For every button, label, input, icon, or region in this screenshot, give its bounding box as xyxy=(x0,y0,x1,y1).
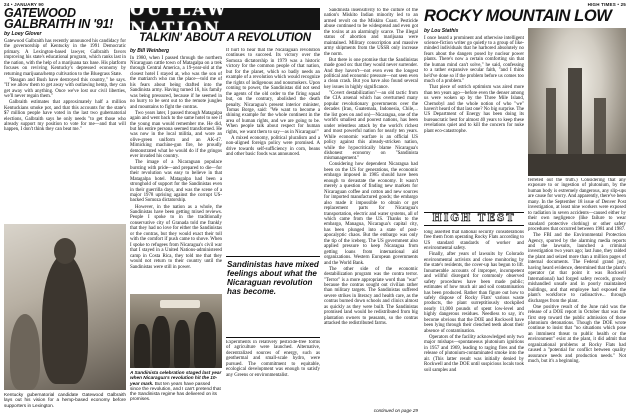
outlaw-paragraph: In 1980, when I passed through the northern Nicaraguan cattle town of Matagalpa on a trek through Central America, a 19-year-old at the closest hotel I stayed at, who was the son of the matriarch who ran the place—told me of his fears about being drafted into the Sandinista army. Having turned 16, his family was being pressured, because if he seemed in no hurry to be sent out to the remote jungles and mountains to fight the contras. xyxy=(130,55,222,110)
outlaw-paragraph: Experiments in relatively pesticide-free forms of agriculture were launched. Alternative, decentralized sources of energy, such as geothermal and small-scale hydro, were pursued. The commitment to equitable, ecological development was enough to satisfy any Greens or environmentalist. xyxy=(226,340,320,378)
continued-note: continued on page 29 xyxy=(373,408,418,413)
photo-figure-background xyxy=(10,314,40,390)
outlaw-paragraph: However, in the nation as a whole, the Sandinistas have been getting mixed reviews. People I spoke to in the traditionally conservative city of Granada told me frankly that they had no love for either the Sandinistas or the contras, but they would exact their toll with the comfort if push came to shove. When I spoke to refugees from Nicaragua's civil war that I stayed in a United Nations-administered camp in Costa Rica, they told me that they would not return to their country until the Sandinistas were still in power. xyxy=(130,204,222,270)
outlaw-column-2 xyxy=(226,48,320,254)
high-test-section-head: HIGH TEST xyxy=(424,212,524,226)
rocky-paragraph: The FBI and the Environmental Protection Agency, spurred by the alarming media reports and the lawsuits, launched a criminal investigation two years ago; last June, they raided the plant and seized more than a million pages of internal documents. The Federal grand jury, having heard evidence, determined that the plant's operator (at that point it was Rockwell International) had forged safety records, grossly mishandled unsafe and in poorly maintained buildings, and that employee had exposed the plant's workforce to radioactive... through discharges from the plant. xyxy=(528,233,626,304)
photo-figure xyxy=(134,324,150,368)
rocky-column-1 xyxy=(424,28,524,210)
rocky-column-3 xyxy=(424,230,524,418)
outlaw-paragraph: It hurt to hear that the Nicaraguan revolution continues to succeed. Its victory over the Somoza dictatorship in 1979 was a historic victory for the common people of that nation, but for the planet, which so badly needs an example of a revolution which would recognize the rights of indigenous and nonsmokers. Upon coming to power, the Sandinistas did not send the agents of the old order to the firing squad but, on the contrary, abolished the death penalty. Nicaragua's present interior minister, Tomas Borge, said: "We want to become a shining example for the whole continent in the area of human rights, and we are going to be. When people talk about respect for human rights, we want them to say—as in Nicaragua!" xyxy=(226,48,320,135)
outlaw-headline: TALKIN' ABOUT A REVOLUTION xyxy=(139,32,311,44)
rocky-paragraph: Finally, after years of lawsuits by Colorado environmental activists and close monitoring by the state's residents, the cover-up has begun to lift. Innumerable accounts of improper, incompetent and willful disregard for commonly observed safety procedures have been made public; estimates of how much air and soil contamination has been produced. Rather than figure out how to safely dispose of Rocky Flats' various waste products, the plant surreptitiously stockpiled nearly 11,000 pounds of spent low-level and highly dangerous residues. Needless to say, it's become obvious that the DOE and Rockwell have been lying through their clenched teeth about their absence of contamination. xyxy=(424,252,524,334)
gatewood-byline: by Loey Glover xyxy=(4,31,42,37)
rocky-flats-photo xyxy=(528,28,626,176)
outlaw-paragraph: The image of a Nicaraguan populace bursting with pride—and prepared to die—for their revolution was easy to believe in that Matagalpa hotel. Matagalpa had been a stronghold of support for the Sandinistas even in their guerrilla days, and was the scene of a major 1978 uprising against the corrupt US-backed Somoza dictatorship. xyxy=(130,160,222,204)
rocky-column-2 xyxy=(528,178,626,418)
photo-figure-head xyxy=(54,238,76,264)
rocky-headline: ROCKY MOUNTAIN LOW xyxy=(424,7,612,25)
photo-banner-cloth xyxy=(160,300,200,308)
outlaw-paragraph: The other side of the economic destabilization program was the contra terror. "Terror" is a more appropriate word than "war" because the contras sought out civilian rather than military targets. The Sandinistas suffered severe strikes in literacy and health care, as the contras burned down schools and clinics almost as quickly as they were built. The Sandinistas promised land would be redistributed from big plantation owners to peasants, so the contras attacked the redistributed farms. xyxy=(324,266,418,327)
rocky-paragraph: One positive result of the June raid was the release of a DOE report in October that was the first step toward the public admission of those plutonium detonations. Though the DOE wrote continue to insist that "no situations which pose an imminent threat to public health or the environment" exist at the plant, it did admit that organizational problems at Rocky Flats had caused a "potential for conflict between quality assurance needs and production needs." Not much, but it's a beginning. xyxy=(528,304,626,365)
sandinista-celebration-photo xyxy=(130,294,222,368)
outlaw-paragraph: Two years later, I passed through Matagalpa again and went back to the same hotel to see if the young man would remember me. He did, but his entire persona seemed transformed. He was now in the local militia, and wore an olive-green uniform and an AK-47. Mimicking machine-gun fire, he proudly demonstrated what he would do if the gringos ever invaded his country. xyxy=(130,110,222,160)
folio-left: 24 • JANUARY 90 xyxy=(4,2,44,7)
outlaw-column-1 xyxy=(130,48,222,292)
photo-figure xyxy=(174,320,190,368)
outlaw-paragraph: Considering how dependent Nicaragua had been on the US for generations, the economic embargo imposed in 1985 should have been enough to devastate the economy. It wasn't merely a question of finding new markets for Nicaraguan coffee and cotton and new sources for imported manufactured goods; the embargo also made it impossible to obtain or get replacement parts for Nicaragua's transportation, electric and water systems, all of which came from the US. Thanks to the embargo, Managua, Nicaragua's capital city, has been plunged into a state of post-apocalyptic chaos. But the embargo was only the tip of the iceberg. The US government also applied pressure to keep Nicaragua from getting loans from international aid organizations. Western European governments and the World Bank. xyxy=(324,162,418,266)
rocky-paragraph: ferreted out the truth.) Considering that any exposure to or ingestion of plutonium, by the human body is extremely dangerous, any slip-ups are cause for worry. And apparently, there've been many. In the September 18 issue of Denver Post investigation, at least nine workers were exposed to radiation in seven accidents—caused either by their own negligence (like failure to wear standard protective clothing) or other safety procedures that occurred between 1981 and 1987. xyxy=(528,178,626,233)
photo-figure xyxy=(42,254,88,384)
outlaw-paragraph: "Covert destabilization"—an old tactic from the CIA arsenal which has overturned many popular revolutionary governments over the decades (Iran, Guatemala, Indonesia, Chile,... the list goes on and on)—Nicaragua, one of the world's smallest and poorest nations, has been under relentless attack by the world's richest and most powerful nation for nearly ten years. While economic warfare is an official US policy against this already-stricken nation, while the hypocritically blame Nicaragua's dishonest economy on "Sandinista mismanagement." xyxy=(324,90,418,162)
outlaw-pullquote: Sandinistas have mixed feelings about what the Nicaraguan revolution has become. xyxy=(226,256,320,338)
gatewood-headline: GATEWOOD GALBRAITH IN '91! xyxy=(4,8,113,31)
gatewood-photo xyxy=(4,224,126,390)
rocky-paragraph: long asserted that national security considerations free them from operating Rocky Flats according to US standard standards of worker and environmental safety. xyxy=(424,230,524,252)
rocky-byline: by Lou Stathis xyxy=(424,28,459,34)
sandinista-photo-caption xyxy=(130,370,222,418)
caption-rest: But ten years have passed since the revolution, and I can't pretend that the Sandinista regime has delivered on its promises. xyxy=(130,380,221,402)
outlaw-column-2-continued xyxy=(226,340,320,418)
photo-figure xyxy=(152,316,170,368)
outlaw-paragraph: But there is one promise that the Sandinistas made good on: that they would never surrender. And they haven't—not even even the longest political and economic pressure—not seen even a clean crash. But you have also found several key issues in highly significance. xyxy=(324,57,418,90)
folio-right: HIGH TIMES • 25 xyxy=(587,2,626,7)
gatewood-paragraph: Galbraith estimates that approximately half a million Kentuckians smoke pot, and that this accounts for the state's $7 million people have voted in the last two gubernatorial elections, Galbraith says he only needs "to get those who already support my position to vote for me—and that will happen, I don't think they can beat me." xyxy=(4,100,126,133)
outlaw-paragraph: Sandinista insensitivity to the culture of the nation's Miskito Indian minority led to an armed revolt on the Miskito Coast. Pesticide abuse continued to be widespread and even got the toxins at an alarmingly scarce. The illegal status of abortion and marijuana were maintained. Military conscription and massive army shipments from the USSR only increase the norm. xyxy=(324,8,418,57)
outlaw-byline: by Bill Weinberg xyxy=(130,48,170,54)
rocky-paragraph: Operators of the facility acknowledged only two major mishaps—spontaneous plutonium ignitions in 1957 and 1969, leading to raging fires and the release of plutonium-contaminated smoke into the air. (This latter result was initially denied by Rockwell and the DOE until suspicious locals took soil samples and xyxy=(424,334,524,373)
photo-figure xyxy=(194,312,216,368)
gatewood-paragraph: "Reagan and Bush have destroyed this country," he says. "If we allow them to get away with outlawing hemp, they can get away with anything. Once we've lost our civil liberties, we'll never regain them." xyxy=(4,77,126,100)
banner-text: OUTLAW NATION xyxy=(130,0,229,38)
gatewood-paragraph: Gatewood Galbraith has recently announced his candidacy for the governorship of Kentucky in the 1991 Democratic primary. A Lexington-based lawyer, Galbraith favors improving his state's educational program, which ranks last in the nation, with the help of a marijuana tax base. His platform focuses on reviving Kentucky's depressed economy by returning marijuana/hemp cultivation to the Bluegrass State. xyxy=(4,39,126,77)
photo-ground xyxy=(528,154,626,176)
outlaw-paragraph: A mixed economy, political pluralism and a non-aligned foreign policy were promised. A drive towards self-sufficiency in corn, beans and other basic foods was announced. xyxy=(226,135,320,158)
caption-bold: A Sandinista celebration staged last year when Nicaragua's revolution hit the 10-year mark. xyxy=(130,370,222,386)
gatewood-article xyxy=(4,8,126,224)
gatewood-photo-caption: Kentucky gubernatorial candidate Gatewood Galbraith lays out his vision for a hemp-based economy before supporters in Lexington. xyxy=(4,392,126,408)
rocky-paragraph: That piece of ostrich optimism was aired more than ten years ago—before even the denser among us were woken up by the Three Mile Island, Chernobyl and the whole notion of who "we" haven't heard of that last one? No big surprise. The US Department of Energy has been doing its bureaucratic best for almost 40 years to keep these revelations quiet and to kill the concern for nuke plant eco-catastrophe. xyxy=(424,85,524,134)
outlaw-column-3 xyxy=(324,8,418,406)
rocky-paragraph: I once heard a prominent and otherwise intelligent science-fiction writer go quietly to a group of like-minded individuals that he harbored absolutely no fears about the dangers posed by nuclear power plants. There's now a certain comforting sin that the human mind can't solve," he said, confessing to a rather expansive secular faith, "and I think he'd've done so if the problem before us comes too much of a problem." xyxy=(424,35,524,85)
